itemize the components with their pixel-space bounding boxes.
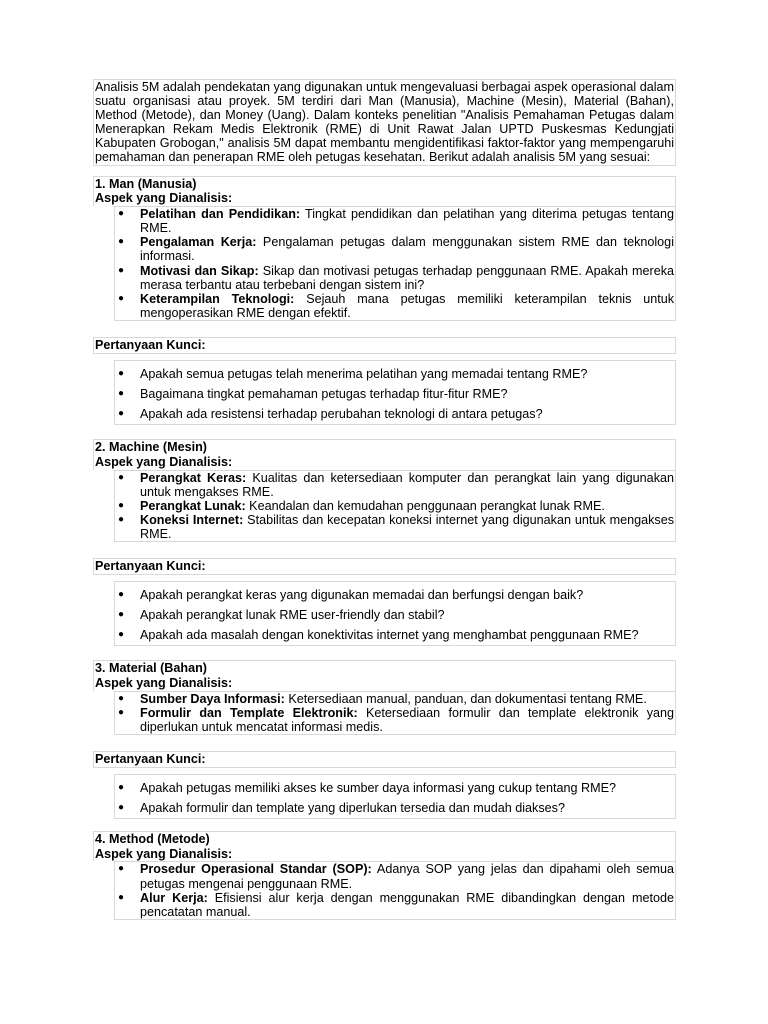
list-item: ● Apakah perangkat keras yang digunakan memadai dan berfungsi dengan baik?	[118, 587, 584, 602]
bullet-icon: ●	[118, 692, 125, 704]
question-label: Pertanyaan Kunci:	[93, 558, 676, 575]
question-list	[114, 360, 676, 425]
section-title: 2. Machine (Mesin)	[95, 439, 207, 454]
bullet-icon: ●	[118, 891, 125, 903]
section-title: 3. Material (Bahan)	[95, 660, 207, 675]
list-item: ● Perangkat Keras: Kualitas dan ketersediaan komputer dan perangkat lain yang digunakan untuk mengakses RME.	[118, 470, 674, 499]
section-machine	[93, 439, 676, 646]
question-label: Pertanyaan Kunci:	[93, 751, 676, 768]
bullet-icon: ●	[118, 588, 125, 600]
question-list	[114, 774, 676, 819]
aspect-label: Aspek yang Dianalisis:	[95, 191, 233, 206]
list-item: ● Apakah ada masalah dengan konektivitas internet yang menghambat penggunaan RME?	[118, 627, 639, 642]
list-item: ● Keterampilan Teknologi: Sejauh mana petugas memiliki keterampilan teknis untuk mengoperasikan RME dengan efektif.	[118, 291, 675, 320]
list-item: ● Apakah ada resistensi terhadap perubahan teknologi di antara petugas?	[118, 406, 543, 421]
section-man	[93, 176, 676, 425]
list-item: ● Pelatihan dan Pendidikan: Tingkat pendidikan dan pelatihan yang diterima petugas tentang RME.	[118, 207, 674, 236]
list-item: ● Apakah petugas memiliki akses ke sumber daya informasi yang cukup tentang RME?	[118, 780, 617, 795]
section-material	[93, 660, 676, 819]
bullet-icon: ●	[118, 608, 125, 620]
list-item: ● Apakah semua petugas telah menerima pelatihan yang memadai tentang RME?	[118, 366, 588, 381]
list-item: ● Motivasi dan Sikap: Sikap dan motivasi petugas terhadap penggunaan RME. Apakah mereka merasa terbantu atau terbebani dengan sistem ini?	[118, 263, 675, 292]
list-item: ● Prosedur Operasional Standar (SOP): Adanya SOP yang jelas dan dipahami oleh semua petugas mengenai penggunaan RME.	[118, 862, 674, 891]
bullet-icon: ●	[118, 471, 125, 483]
bullet-icon: ●	[118, 387, 125, 399]
bullet-icon: ●	[118, 628, 125, 640]
bullet-icon: ●	[118, 264, 125, 276]
document-page	[93, 79, 676, 920]
intro-paragraph: Analisis 5M adalah pendekatan yang digunakan untuk mengevaluasi berbagai aspek operasional dalam suatu organisasi atau proyek. 5M terdiri dari Man (Manusia), Machine (Mesin), Material (Bahan), Method (Metode), dan Money (Uang). Dalam konteks penelitian "Analisis Pemahaman Petugas dalam Menerapkan Rekam Medis Elektronik (RME) di Unit Rawat Jalan UPTD Puskesmas Kedungjati Kabupaten Grobogan," analisis 5M dapat membantu mengidentifikasi faktor-faktor yang mempengaruhi pemahaman dan penerapan RME oleh petugas kesehatan. Berikut adalah analisis 5M yang sesuai:	[95, 80, 675, 165]
section-method	[93, 831, 676, 920]
bullet-icon: ●	[118, 863, 125, 875]
list-item: ● Bagaimana tingkat pemahaman petugas terhadap fitur-fitur RME?	[118, 386, 508, 401]
section-title: 4. Method (Metode)	[95, 831, 210, 846]
aspect-list	[114, 691, 676, 735]
aspect-label: Aspek yang Dianalisis:	[95, 454, 233, 469]
bullet-icon: ●	[118, 236, 125, 248]
bullet-icon: ●	[118, 292, 125, 304]
aspect-list	[114, 470, 676, 542]
bullet-icon: ●	[118, 367, 125, 379]
bullet-icon: ●	[118, 781, 125, 793]
bullet-icon: ●	[118, 499, 125, 511]
list-item: ● Sumber Daya Informasi: Ketersediaan manual, panduan, dan dokumentasi tentang RME.	[118, 691, 647, 706]
aspect-label: Aspek yang Dianalisis:	[95, 846, 233, 861]
bullet-icon: ●	[118, 407, 125, 419]
bullet-icon: ●	[118, 208, 125, 220]
list-item: ● Alur Kerja: Efisiensi alur kerja dengan menggunakan RME dibandingkan dengan metode pencatatan manual.	[118, 890, 674, 919]
question-list	[114, 581, 676, 646]
section-title: 1. Man (Manusia)	[95, 176, 197, 191]
list-item: ● Apakah formulir dan template yang diperlukan tersedia dan mudah diakses?	[118, 800, 565, 815]
aspect-list	[114, 861, 676, 919]
bullet-icon: ●	[118, 706, 125, 718]
bullet-icon: ●	[118, 801, 125, 813]
list-item: ● Pengalaman Kerja: Pengalaman petugas dalam menggunakan sistem RME dan teknologi informasi.	[118, 235, 674, 264]
list-item: ● Perangkat Lunak: Keandalan dan kemudahan penggunaan perangkat lunak RME.	[118, 498, 605, 513]
list-item: ● Formulir dan Template Elektronik: Ketersediaan formulir dan template elektronik yang diperlukan untuk mencatat informasi medis.	[118, 705, 674, 734]
intro-box	[93, 79, 676, 166]
list-item: ● Apakah perangkat lunak RME user-friendly dan stabil?	[118, 607, 445, 622]
bullet-icon: ●	[118, 513, 125, 525]
list-item: ● Koneksi Internet: Stabilitas dan kecepatan koneksi internet yang digunakan untuk mengakses RME.	[118, 512, 674, 541]
question-label: Pertanyaan Kunci:	[93, 337, 676, 354]
aspect-label: Aspek yang Dianalisis:	[95, 675, 233, 690]
aspect-list	[114, 206, 676, 321]
